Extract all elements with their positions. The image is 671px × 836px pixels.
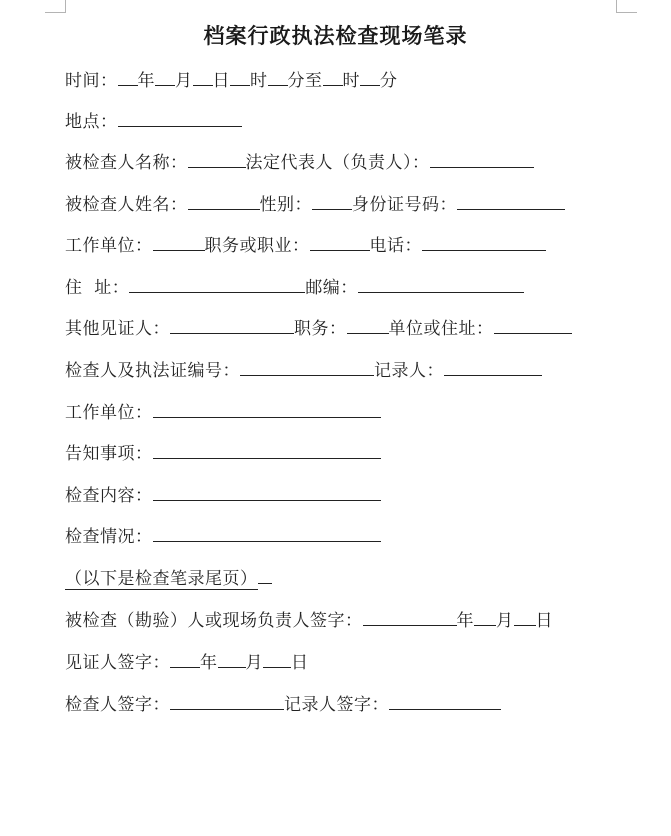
year-field[interactable]	[118, 66, 138, 86]
work-unit-label-1: 工作单位：	[65, 236, 153, 256]
end-minute-label: 分	[380, 71, 398, 91]
tail-note-row	[65, 564, 272, 588]
inspected-org-field[interactable]	[188, 148, 246, 168]
sign-inspector-row	[65, 690, 501, 714]
notice-row	[65, 439, 381, 463]
address-field[interactable]	[129, 273, 305, 293]
page-corner-mark-left	[45, 0, 66, 13]
inspected-org-label: 被检查人名称：	[65, 153, 188, 173]
sign-inspected-row	[65, 606, 553, 630]
legal-rep-field[interactable]	[430, 148, 534, 168]
tail-note-underline	[258, 564, 272, 584]
notice-field[interactable]	[153, 439, 381, 459]
content-field[interactable]	[153, 481, 381, 501]
work-unit-field-1[interactable]	[153, 231, 205, 251]
work-unit-row-2	[65, 398, 381, 422]
time-row	[65, 66, 398, 90]
work-unit-row-1	[65, 231, 546, 255]
witness-field[interactable]	[170, 314, 294, 334]
inspected-person-row	[65, 190, 565, 214]
situation-row	[65, 522, 381, 546]
address-label: 住 址：	[65, 278, 130, 298]
inspector-label: 检查人及执法证编号：	[65, 361, 240, 381]
work-unit-field-2[interactable]	[153, 398, 381, 418]
sign-inspected-day-field[interactable]	[514, 606, 536, 626]
place-field[interactable]	[118, 107, 242, 127]
duty-label: 职务：	[294, 319, 347, 339]
recorder-label: 记录人：	[374, 361, 444, 381]
sign-inspected-day: 日	[535, 611, 553, 631]
hour-label: 时	[250, 71, 268, 91]
sign-witness-month: 月	[245, 653, 263, 673]
sign-witness-year: 年	[200, 653, 218, 673]
sign-inspected-month: 月	[496, 611, 514, 631]
to-label: 至	[305, 71, 323, 91]
sign-inspector-label: 检查人签字：	[65, 695, 170, 715]
sign-witness-day: 日	[291, 653, 309, 673]
situation-label: 检查情况：	[65, 527, 153, 547]
hour-field[interactable]	[230, 66, 250, 86]
year-label: 年	[137, 71, 155, 91]
address-row	[65, 273, 524, 297]
postcode-label: 邮编：	[305, 278, 358, 298]
place-row	[65, 107, 242, 131]
position-field[interactable]	[310, 231, 370, 251]
phone-label: 电话：	[369, 236, 422, 256]
end-hour-label: 时	[342, 71, 360, 91]
end-hour-field[interactable]	[323, 66, 343, 86]
witness-row	[65, 314, 572, 338]
sign-inspector-field[interactable]	[170, 690, 284, 710]
document-title: 档案行政执法检查现场笔录	[203, 24, 468, 48]
page-corner-mark-right	[616, 0, 637, 13]
inspected-person-field[interactable]	[188, 190, 260, 210]
sign-recorder-field[interactable]	[389, 690, 501, 710]
unit-address-label: 单位或住址：	[388, 319, 494, 339]
minute-field[interactable]	[268, 66, 288, 86]
place-label: 地点：	[65, 112, 118, 132]
phone-field[interactable]	[422, 231, 546, 251]
sign-witness-label: 见证人签字：	[65, 653, 170, 673]
day-label: 日	[212, 71, 230, 91]
inspector-row	[65, 356, 542, 380]
work-unit-label-2: 工作单位：	[65, 403, 153, 423]
sign-witness-row	[65, 648, 309, 672]
id-number-field[interactable]	[457, 190, 565, 210]
sign-witness-year-field[interactable]	[170, 648, 200, 668]
sign-inspected-label: 被检查（勘验）人或现场负责人签字：	[65, 611, 363, 631]
inspected-person-label: 被检查人姓名：	[65, 195, 188, 215]
sign-witness-day-field[interactable]	[263, 648, 291, 668]
month-label: 月	[175, 71, 193, 91]
gender-field[interactable]	[312, 190, 352, 210]
position-label: 职务或职业：	[204, 236, 310, 256]
sign-inspected-month-field[interactable]	[474, 606, 496, 626]
sign-recorder-label: 记录人签字：	[284, 695, 389, 715]
day-field[interactable]	[193, 66, 213, 86]
situation-field[interactable]	[153, 522, 381, 542]
content-label: 检查内容：	[65, 486, 153, 506]
legal-rep-label: 法定代表人（负责人）：	[245, 153, 430, 173]
tail-note: （以下是检查笔录尾页）	[65, 569, 258, 589]
recorder-field[interactable]	[444, 356, 542, 376]
witness-label: 其他见证人：	[65, 319, 170, 339]
sign-witness-month-field[interactable]	[218, 648, 246, 668]
time-label: 时间：	[65, 71, 118, 91]
inspector-field[interactable]	[240, 356, 374, 376]
gender-label: 性别：	[259, 195, 312, 215]
minute-label: 分	[287, 71, 305, 91]
duty-field[interactable]	[347, 314, 389, 334]
end-minute-field[interactable]	[360, 66, 380, 86]
sign-inspected-field[interactable]	[363, 606, 457, 626]
inspected-org-row	[65, 148, 534, 172]
notice-label: 告知事项：	[65, 444, 153, 464]
content-row	[65, 481, 381, 505]
sign-inspected-year: 年	[456, 611, 474, 631]
id-number-label: 身份证号码：	[352, 195, 457, 215]
unit-address-field[interactable]	[494, 314, 572, 334]
postcode-field[interactable]	[358, 273, 524, 293]
month-field[interactable]	[155, 66, 175, 86]
